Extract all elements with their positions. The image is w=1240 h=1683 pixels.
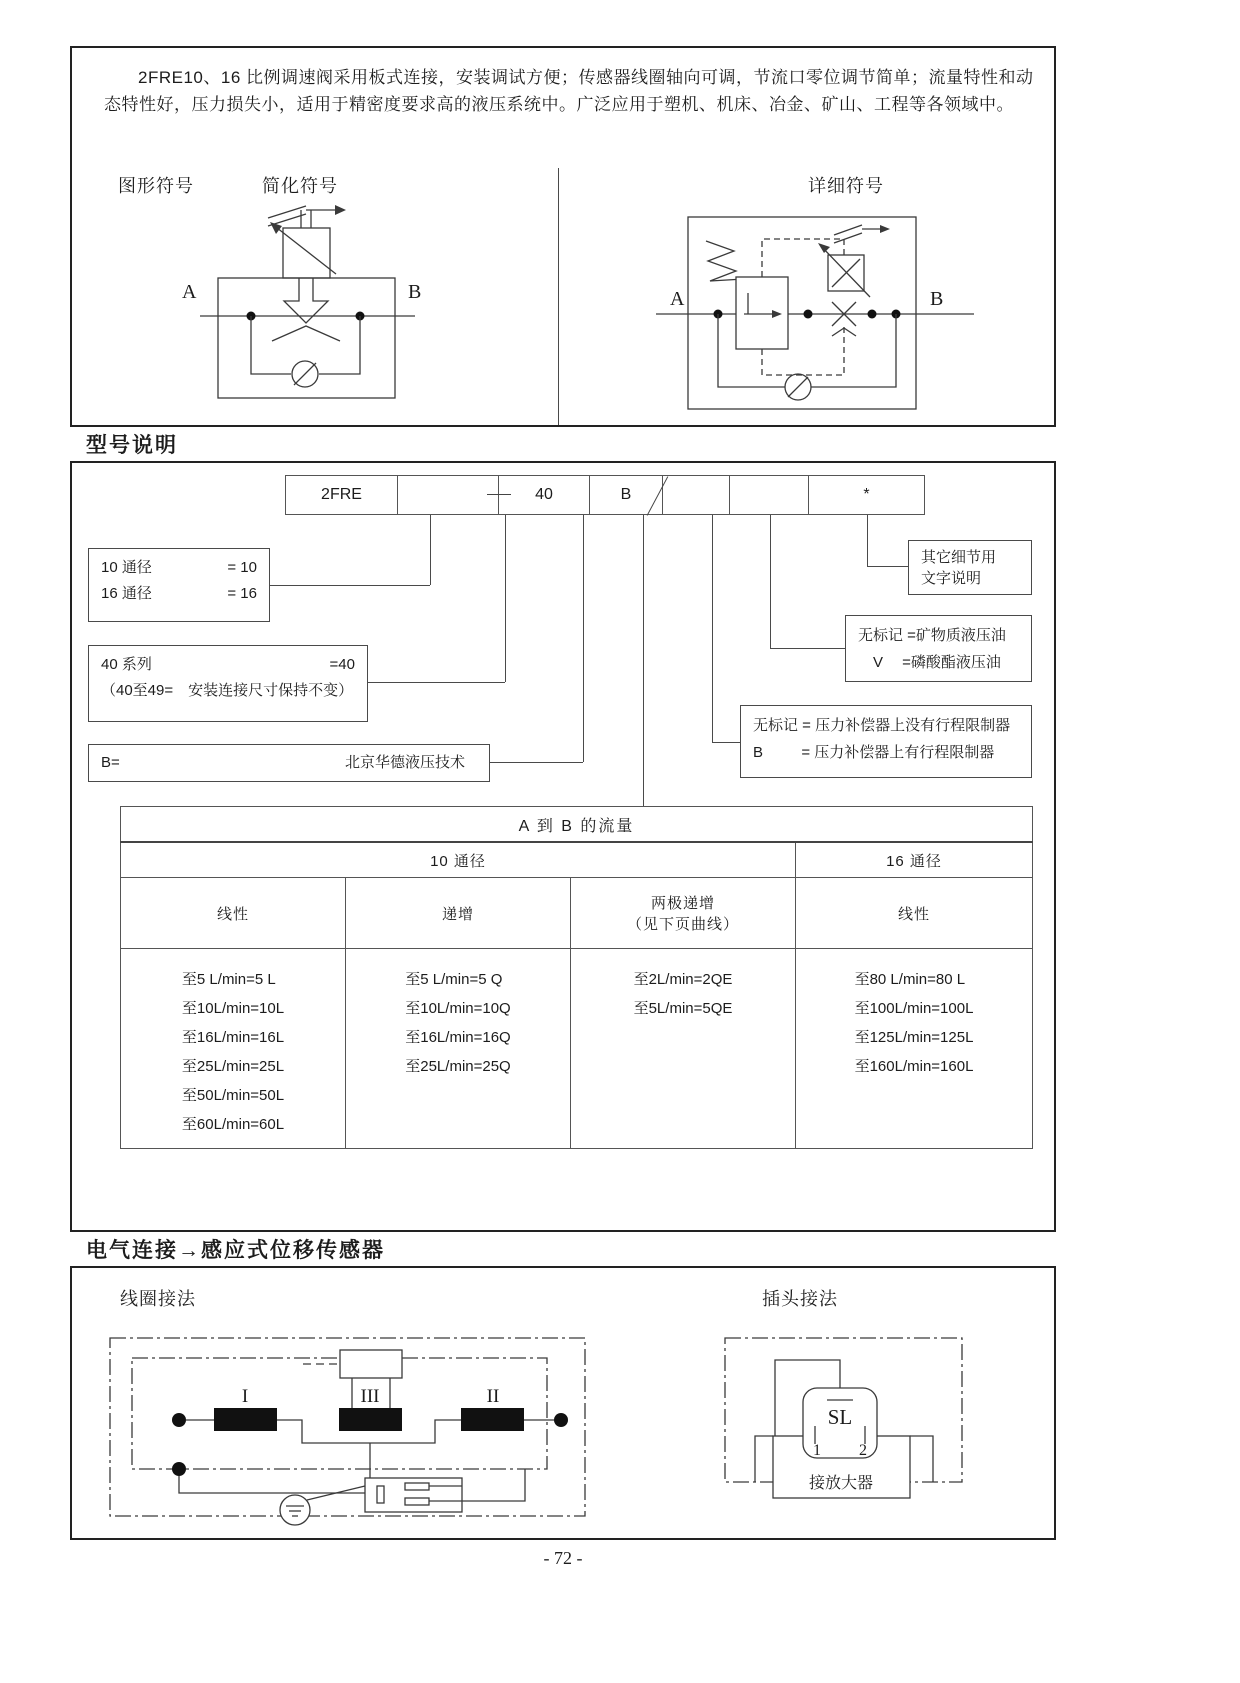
legend-line: 文字说明 bbox=[921, 570, 982, 587]
flow-value: 至160L/min=160L bbox=[854, 1058, 974, 1075]
legend-value: =40 bbox=[329, 656, 355, 673]
group-header-dn10: 10 通径 bbox=[121, 842, 796, 878]
flow-value: 至5L/min=5QE bbox=[633, 1000, 733, 1017]
stroke-limiter-box bbox=[740, 705, 1032, 778]
col-header-linear: 线性 bbox=[121, 878, 346, 949]
legend-line: 无标记 =矿物质液压油 bbox=[858, 627, 1006, 644]
flow-value: 至50L/min=50L bbox=[181, 1087, 285, 1104]
symbols-divider bbox=[558, 168, 559, 425]
valve-body bbox=[218, 278, 395, 398]
flow-value: 至16L/min=16L bbox=[181, 1029, 285, 1046]
connector-line bbox=[867, 515, 868, 566]
coil-winding bbox=[214, 1408, 277, 1431]
port-a-label: A bbox=[182, 281, 197, 303]
electric-section-title-band bbox=[70, 1230, 1056, 1268]
flow-value: 至10L/min=10L bbox=[181, 1000, 285, 1017]
detailed-symbol-figure bbox=[648, 205, 982, 423]
connector-line bbox=[270, 585, 430, 586]
legend-label: （40至49= 安装连接尺寸保持不变） bbox=[101, 682, 354, 699]
legend-line: B = 压力补偿器上有行程限制器 bbox=[753, 744, 995, 761]
code-cell-fluid bbox=[730, 475, 809, 515]
plug-connection-label: 插头接法 bbox=[762, 1289, 838, 1309]
flow-value: 至100L/min=100L bbox=[854, 1000, 974, 1017]
col-header-line: 两极递增 bbox=[650, 895, 715, 912]
legend-label: B= bbox=[101, 754, 120, 771]
col-header-note: （见下页曲线） bbox=[626, 916, 739, 933]
legend-value: = 10 bbox=[227, 559, 257, 576]
terminal-dot bbox=[554, 1413, 568, 1427]
coil-numeral-2: II bbox=[486, 1386, 500, 1407]
connector-line bbox=[770, 648, 845, 649]
legend-value: = 16 bbox=[227, 585, 257, 602]
connector-line bbox=[430, 515, 431, 585]
flow-value: 至5 L/min=5 Q bbox=[405, 971, 503, 988]
code-cell-stroke-limiter: B bbox=[590, 475, 663, 515]
simplified-symbol-figure bbox=[160, 198, 480, 420]
col-header-linear16: 线性 bbox=[796, 878, 1033, 949]
detailed-symbol-label: 详细符号 bbox=[808, 176, 884, 196]
model-section-title-band bbox=[70, 425, 1056, 463]
junction-dot bbox=[804, 310, 813, 319]
simplified-symbol-label: 简化符号 bbox=[262, 176, 338, 196]
junction-dot bbox=[868, 310, 877, 319]
compensator-spring bbox=[706, 241, 744, 281]
coil-connection-label: 线圈接法 bbox=[120, 1289, 196, 1309]
pin-1-label: 1 bbox=[813, 1442, 821, 1459]
model-section-title: 型号说明 bbox=[86, 434, 178, 457]
terminal-dot bbox=[172, 1413, 186, 1427]
connector-line bbox=[490, 762, 583, 763]
oscillator-box bbox=[340, 1350, 402, 1378]
port-b-label: B bbox=[930, 288, 944, 310]
terminal-dot bbox=[172, 1462, 186, 1476]
metering-notch bbox=[272, 326, 340, 341]
coil-winding bbox=[339, 1408, 402, 1431]
model-code-row bbox=[285, 475, 925, 515]
coil-numeral-3: III bbox=[360, 1386, 380, 1407]
flow-value: 至16L/min=16Q bbox=[405, 1029, 511, 1046]
connector-line bbox=[368, 682, 505, 683]
ramp-arrowhead bbox=[335, 205, 346, 215]
ground-symbol bbox=[280, 1495, 310, 1525]
pressure-compensator bbox=[736, 277, 788, 349]
flow-value: 至25L/min=25L bbox=[181, 1058, 285, 1075]
legend-line: 无标记 = 压力补偿器上没有行程限制器 bbox=[753, 717, 1011, 734]
coil-connection-figure bbox=[105, 1330, 595, 1525]
page-number: - 72 - bbox=[543, 1548, 583, 1568]
code-cell-series: 2FRE bbox=[285, 475, 398, 515]
port-a-label: A bbox=[670, 288, 685, 310]
legend-line: V =磷酸酯液压油 bbox=[858, 654, 1001, 671]
plug-connection-figure bbox=[715, 1330, 975, 1500]
flow-values-progressive bbox=[346, 949, 571, 1149]
code-dash-mark bbox=[487, 494, 511, 495]
connector-line bbox=[505, 515, 506, 682]
connector-line bbox=[583, 515, 584, 762]
connector-line bbox=[770, 515, 771, 648]
code-cell-size bbox=[398, 475, 499, 515]
legend-value: 北京华德液压技术 bbox=[344, 754, 465, 771]
throttle-box bbox=[283, 228, 330, 278]
legend-label: 16 通径 bbox=[101, 585, 152, 602]
manufacturer-legend-box bbox=[88, 744, 490, 782]
coil-numeral-1: I bbox=[241, 1386, 249, 1407]
plug-code-label: SL bbox=[827, 1405, 853, 1429]
group-header-dn16: 16 通径 bbox=[796, 842, 1033, 878]
connector-line bbox=[712, 742, 740, 743]
flow-values-linear10 bbox=[121, 949, 346, 1149]
legend-line: 其它细节用 bbox=[921, 549, 997, 566]
flow-value: 至2L/min=2QE bbox=[633, 971, 733, 988]
port-b-label: B bbox=[408, 281, 422, 303]
amplifier-label: 接放大器 bbox=[808, 1475, 874, 1492]
legend-label: 40 系列 bbox=[101, 656, 152, 673]
intro-paragraph: 2FRE10、16 比例调速阀采用板式连接，安装调试方便；传感器线圈轴向可调，节流口零位调节简单；流量特性和动态特性好，压力损失小，适用于精密度要求高的液压系统中。广泛应用于塑机、机床、冶金、矿山、工程等各领域中。 bbox=[104, 68, 1034, 114]
flow-table bbox=[120, 806, 1033, 1149]
coil-winding bbox=[461, 1408, 524, 1431]
connector-line bbox=[867, 566, 908, 567]
connector-line bbox=[712, 515, 713, 742]
flow-value: 至10L/min=10Q bbox=[405, 1000, 511, 1017]
size-legend-box bbox=[88, 548, 270, 622]
legend-label: 10 通径 bbox=[101, 559, 152, 576]
code-cell-flow bbox=[663, 475, 730, 515]
flow-values-two-stage bbox=[571, 949, 796, 1149]
flow-value: 至80 L/min=80 L bbox=[854, 971, 966, 988]
flow-table-title: A 到 B 的流量 bbox=[121, 807, 1033, 843]
code-cell-design: 40 bbox=[499, 475, 590, 515]
col-header-two-stage bbox=[571, 878, 796, 949]
connector-line bbox=[643, 515, 644, 806]
flow-value: 至25L/min=25Q bbox=[405, 1058, 511, 1075]
flow-value: 至60L/min=60L bbox=[181, 1116, 285, 1133]
graphic-symbol-label: 图形符号 bbox=[118, 176, 194, 196]
col-header-progressive: 递增 bbox=[346, 878, 571, 949]
code-cell-other: * bbox=[809, 475, 925, 515]
other-details-box bbox=[908, 540, 1032, 595]
pin-2-label: 2 bbox=[859, 1442, 867, 1459]
fluid-type-box bbox=[845, 615, 1032, 682]
flow-value: 至5 L/min=5 L bbox=[181, 971, 276, 988]
electric-section-title: 电气连接→感应式位移传感器 bbox=[86, 1239, 385, 1262]
flow-values-linear16 bbox=[796, 949, 1033, 1149]
flow-value: 至125L/min=125L bbox=[854, 1029, 974, 1046]
series-legend-box bbox=[88, 645, 368, 722]
